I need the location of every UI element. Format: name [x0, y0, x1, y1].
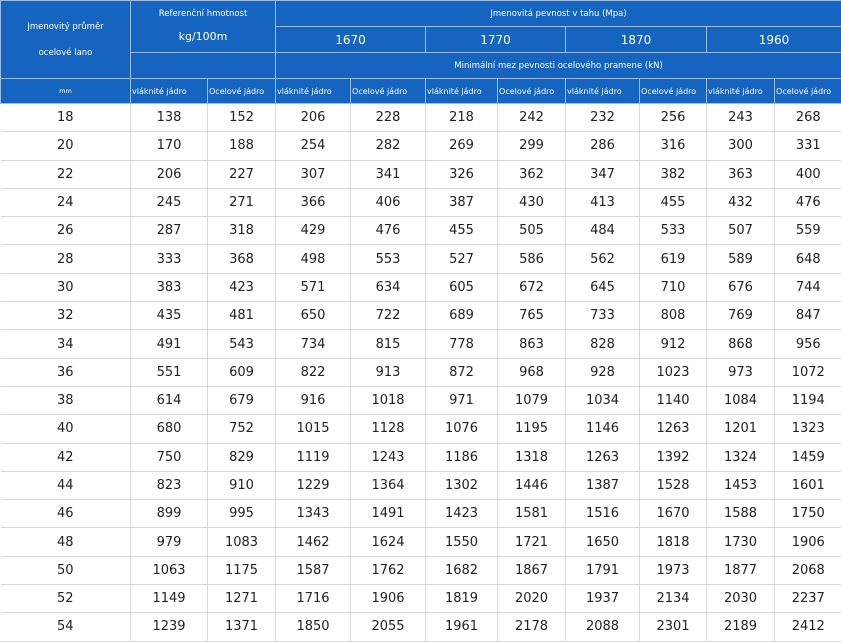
load-fiber-core-cell: 1387	[566, 471, 640, 499]
diameter-cell: 46	[1, 500, 131, 528]
load-steel-core-cell: 808	[640, 302, 707, 330]
load-fiber-core-cell: 2189	[707, 613, 775, 641]
load-fiber-core-cell: 1937	[566, 585, 640, 613]
load-fiber-core-cell: 432	[707, 188, 775, 216]
diameter-cell: 28	[1, 245, 131, 273]
load-fiber-core-cell: 1791	[566, 556, 640, 584]
load-steel-core-cell: 1364	[351, 471, 426, 499]
load-steel-core-cell: 912	[640, 330, 707, 358]
load-steel-core-cell: 1072	[775, 358, 841, 386]
mass-fiber-core-cell: 1239	[131, 613, 208, 641]
mass-spacer	[131, 53, 276, 79]
load-steel-core-cell: 863	[498, 330, 566, 358]
load-fiber-core-cell: 387	[426, 188, 498, 216]
table-row	[1, 302, 841, 330]
load-fiber-core-cell: 1850	[276, 613, 351, 641]
mass-header	[131, 1, 276, 53]
mass-steel-core-cell: 152	[208, 104, 276, 132]
load-fiber-core-cell: 916	[276, 386, 351, 414]
mass-fiber-core-cell: 206	[131, 160, 208, 188]
load-steel-core-cell: 847	[775, 302, 841, 330]
load-fiber-core-cell: 769	[707, 302, 775, 330]
diameter-header	[1, 1, 131, 79]
mass-fiber-core-cell: 899	[131, 500, 208, 528]
load-steel-core-cell: 1195	[498, 415, 566, 443]
mass-steel-core-cell: 423	[208, 273, 276, 301]
load-fiber-core-cell: 645	[566, 273, 640, 301]
load-fiber-core-cell: 1550	[426, 528, 498, 556]
load-fiber-core-cell: 828	[566, 330, 640, 358]
load-steel-core-cell: 765	[498, 302, 566, 330]
load-fiber-core-cell: 1516	[566, 500, 640, 528]
load-fiber-core-cell: 1324	[707, 443, 775, 471]
mass-fiber-core-cell: 170	[131, 132, 208, 160]
load-fiber-core-cell: 589	[707, 245, 775, 273]
load-steel-core-cell: 1906	[775, 528, 841, 556]
load-fiber-core-cell: 498	[276, 245, 351, 273]
diameter-title-line1: Jmenovitý průměr	[1, 14, 130, 40]
load-steel-core-cell: 1128	[351, 415, 426, 443]
load-fiber-core-cell: 562	[566, 245, 640, 273]
table-body	[1, 104, 841, 642]
load-steel-core-cell: 1318	[498, 443, 566, 471]
table-row	[1, 330, 841, 358]
load-fiber-core-cell: 2088	[566, 613, 640, 641]
table-row	[1, 386, 841, 414]
mass-steel-core-cell: 481	[208, 302, 276, 330]
mass-steel-core-cell: 752	[208, 415, 276, 443]
load-fiber-core-cell: 928	[566, 358, 640, 386]
load-fiber-core-cell: 689	[426, 302, 498, 330]
mass-steel-core-cell: 1175	[208, 556, 276, 584]
load-fiber-core-cell: 1682	[426, 556, 498, 584]
load-steel-core-cell: 1867	[498, 556, 566, 584]
load-fiber-core-cell: 1343	[276, 500, 351, 528]
load-steel-core-cell: 2068	[775, 556, 841, 584]
load-steel-core-cell: 533	[640, 217, 707, 245]
load-steel-core-cell: 1140	[640, 386, 707, 414]
sub-column-fiber-core: vláknité jádro	[131, 79, 208, 104]
strength-grade-1770: 1770	[426, 27, 566, 53]
table-row	[1, 273, 841, 301]
load-fiber-core-cell: 1302	[426, 471, 498, 499]
load-steel-core-cell: 476	[351, 217, 426, 245]
diameter-cell: 24	[1, 188, 131, 216]
load-steel-core-cell: 362	[498, 160, 566, 188]
mass-steel-core-cell: 1371	[208, 613, 276, 641]
sub-column-steel-core: Ocelové jádro	[351, 79, 426, 104]
load-fiber-core-cell: 413	[566, 188, 640, 216]
load-fiber-core-cell: 455	[426, 217, 498, 245]
mass-steel-core-cell: 1271	[208, 585, 276, 613]
load-fiber-core-cell: 1423	[426, 500, 498, 528]
diameter-cell: 50	[1, 556, 131, 584]
load-fiber-core-cell: 527	[426, 245, 498, 273]
load-steel-core-cell: 1624	[351, 528, 426, 556]
load-fiber-core-cell: 605	[426, 273, 498, 301]
mass-fiber-core-cell: 138	[131, 104, 208, 132]
load-fiber-core-cell: 1588	[707, 500, 775, 528]
load-steel-core-cell: 2020	[498, 585, 566, 613]
load-steel-core-cell: 341	[351, 160, 426, 188]
load-fiber-core-cell: 1034	[566, 386, 640, 414]
mass-fiber-core-cell: 1063	[131, 556, 208, 584]
load-fiber-core-cell: 1084	[707, 386, 775, 414]
load-steel-core-cell: 505	[498, 217, 566, 245]
load-steel-core-cell: 553	[351, 245, 426, 273]
sub-column-fiber-core: vláknité jádro	[566, 79, 640, 104]
load-fiber-core-cell: 366	[276, 188, 351, 216]
mass-steel-core-cell: 609	[208, 358, 276, 386]
load-steel-core-cell: 1670	[640, 500, 707, 528]
load-steel-core-cell: 1018	[351, 386, 426, 414]
load-fiber-core-cell: 1877	[707, 556, 775, 584]
sub-column-steel-core: Ocelové jádro	[775, 79, 841, 104]
load-steel-core-cell: 316	[640, 132, 707, 160]
mass-steel-core-cell: 829	[208, 443, 276, 471]
load-fiber-core-cell: 269	[426, 132, 498, 160]
load-steel-core-cell: 722	[351, 302, 426, 330]
load-steel-core-cell: 619	[640, 245, 707, 273]
mass-fiber-core-cell: 333	[131, 245, 208, 273]
diameter-cell: 32	[1, 302, 131, 330]
load-steel-core-cell: 382	[640, 160, 707, 188]
load-fiber-core-cell: 733	[566, 302, 640, 330]
mass-fiber-core-cell: 245	[131, 188, 208, 216]
mass-fiber-core-cell: 551	[131, 358, 208, 386]
sub-column-fiber-core: vláknité jádro	[276, 79, 351, 104]
load-steel-core-cell: 1459	[775, 443, 841, 471]
load-steel-core-cell: 331	[775, 132, 841, 160]
diameter-cell: 34	[1, 330, 131, 358]
table-row	[1, 188, 841, 216]
load-steel-core-cell: 956	[775, 330, 841, 358]
mass-fiber-core-cell: 287	[131, 217, 208, 245]
load-steel-core-cell: 1906	[351, 585, 426, 613]
load-steel-core-cell: 400	[775, 160, 841, 188]
sub-column-fiber-core: vláknité jádro	[707, 79, 775, 104]
load-steel-core-cell: 406	[351, 188, 426, 216]
mass-unit: kg/100m	[131, 24, 275, 50]
mass-fiber-core-cell: 680	[131, 415, 208, 443]
load-steel-core-cell: 1079	[498, 386, 566, 414]
load-steel-core-cell: 2178	[498, 613, 566, 641]
load-fiber-core-cell: 429	[276, 217, 351, 245]
load-fiber-core-cell: 1201	[707, 415, 775, 443]
table-row	[1, 528, 841, 556]
load-fiber-core-cell: 300	[707, 132, 775, 160]
load-steel-core-cell: 913	[351, 358, 426, 386]
mass-steel-core-cell: 910	[208, 471, 276, 499]
load-steel-core-cell: 242	[498, 104, 566, 132]
load-fiber-core-cell: 734	[276, 330, 351, 358]
diameter-cell: 40	[1, 415, 131, 443]
load-fiber-core-cell: 206	[276, 104, 351, 132]
load-steel-core-cell: 1721	[498, 528, 566, 556]
strength-title: Jmenovitá pevnost v tahu (Mpa)	[276, 1, 841, 27]
load-steel-core-cell: 268	[775, 104, 841, 132]
load-fiber-core-cell: 1186	[426, 443, 498, 471]
load-steel-core-cell: 1446	[498, 471, 566, 499]
load-fiber-core-cell: 1462	[276, 528, 351, 556]
load-fiber-core-cell: 326	[426, 160, 498, 188]
load-fiber-core-cell: 650	[276, 302, 351, 330]
load-steel-core-cell: 815	[351, 330, 426, 358]
mass-steel-core-cell: 679	[208, 386, 276, 414]
load-fiber-core-cell: 868	[707, 330, 775, 358]
table-row	[1, 217, 841, 245]
load-steel-core-cell: 1818	[640, 528, 707, 556]
table-row	[1, 585, 841, 613]
mass-title: Referenční hmotnost	[131, 4, 275, 24]
mass-steel-core-cell: 271	[208, 188, 276, 216]
load-fiber-core-cell: 243	[707, 104, 775, 132]
load-fiber-core-cell: 1819	[426, 585, 498, 613]
mass-steel-core-cell: 368	[208, 245, 276, 273]
load-fiber-core-cell: 1015	[276, 415, 351, 443]
load-fiber-core-cell: 1119	[276, 443, 351, 471]
mass-steel-core-cell: 227	[208, 160, 276, 188]
load-steel-core-cell: 476	[775, 188, 841, 216]
mass-steel-core-cell: 1083	[208, 528, 276, 556]
min-load-title: Minimální mez pevnosti ocelového pramene (kN)	[276, 53, 841, 79]
load-fiber-core-cell: 973	[707, 358, 775, 386]
load-steel-core-cell: 228	[351, 104, 426, 132]
load-steel-core-cell: 559	[775, 217, 841, 245]
mass-fiber-core-cell: 979	[131, 528, 208, 556]
strength-grade-1960: 1960	[707, 27, 841, 53]
diameter-cell: 26	[1, 217, 131, 245]
load-steel-core-cell: 634	[351, 273, 426, 301]
table-row	[1, 613, 841, 641]
diameter-cell: 22	[1, 160, 131, 188]
load-fiber-core-cell: 778	[426, 330, 498, 358]
load-fiber-core-cell: 1263	[566, 443, 640, 471]
load-steel-core-cell: 2237	[775, 585, 841, 613]
table-row	[1, 245, 841, 273]
mass-fiber-core-cell: 614	[131, 386, 208, 414]
load-fiber-core-cell: 286	[566, 132, 640, 160]
load-fiber-core-cell: 254	[276, 132, 351, 160]
load-fiber-core-cell: 1229	[276, 471, 351, 499]
load-fiber-core-cell: 971	[426, 386, 498, 414]
table-row	[1, 443, 841, 471]
load-steel-core-cell: 710	[640, 273, 707, 301]
load-fiber-core-cell: 676	[707, 273, 775, 301]
diameter-cell: 44	[1, 471, 131, 499]
mass-fiber-core-cell: 1149	[131, 585, 208, 613]
diameter-unit: mm	[1, 80, 130, 102]
load-fiber-core-cell: 1730	[707, 528, 775, 556]
mass-steel-core-cell: 318	[208, 217, 276, 245]
sub-column-fiber-core: vláknité jádro	[426, 79, 498, 104]
load-fiber-core-cell: 347	[566, 160, 640, 188]
load-steel-core-cell: 430	[498, 188, 566, 216]
diameter-cell: 36	[1, 358, 131, 386]
load-steel-core-cell: 1528	[640, 471, 707, 499]
load-steel-core-cell: 2055	[351, 613, 426, 641]
table-row	[1, 160, 841, 188]
mass-fiber-core-cell: 491	[131, 330, 208, 358]
load-fiber-core-cell: 1146	[566, 415, 640, 443]
load-steel-core-cell: 282	[351, 132, 426, 160]
load-fiber-core-cell: 1650	[566, 528, 640, 556]
diameter-title-line2: ocelové lano	[1, 40, 130, 66]
mass-fiber-core-cell: 435	[131, 302, 208, 330]
load-steel-core-cell: 648	[775, 245, 841, 273]
load-steel-core-cell: 1750	[775, 500, 841, 528]
load-fiber-core-cell: 1453	[707, 471, 775, 499]
diameter-cell: 18	[1, 104, 131, 132]
table-header	[1, 1, 841, 104]
diameter-cell: 20	[1, 132, 131, 160]
sub-column-steel-core: Ocelové jádro	[208, 79, 276, 104]
load-steel-core-cell: 1762	[351, 556, 426, 584]
strength-grade-1670: 1670	[276, 27, 426, 53]
load-fiber-core-cell: 1587	[276, 556, 351, 584]
diameter-cell: 48	[1, 528, 131, 556]
diameter-cell: 30	[1, 273, 131, 301]
load-fiber-core-cell: 232	[566, 104, 640, 132]
load-fiber-core-cell: 872	[426, 358, 498, 386]
table-row	[1, 358, 841, 386]
mass-steel-core-cell: 543	[208, 330, 276, 358]
diameter-cell: 42	[1, 443, 131, 471]
load-fiber-core-cell: 571	[276, 273, 351, 301]
table-row	[1, 415, 841, 443]
load-steel-core-cell: 1194	[775, 386, 841, 414]
mass-steel-core-cell: 995	[208, 500, 276, 528]
load-steel-core-cell: 1392	[640, 443, 707, 471]
load-steel-core-cell: 1491	[351, 500, 426, 528]
load-fiber-core-cell: 1961	[426, 613, 498, 641]
load-steel-core-cell: 744	[775, 273, 841, 301]
load-steel-core-cell: 2301	[640, 613, 707, 641]
load-steel-core-cell: 1581	[498, 500, 566, 528]
load-fiber-core-cell: 218	[426, 104, 498, 132]
mass-fiber-core-cell: 750	[131, 443, 208, 471]
load-steel-core-cell: 672	[498, 273, 566, 301]
mass-fiber-core-cell: 823	[131, 471, 208, 499]
load-fiber-core-cell: 2030	[707, 585, 775, 613]
load-fiber-core-cell: 484	[566, 217, 640, 245]
load-fiber-core-cell: 1076	[426, 415, 498, 443]
table-row	[1, 556, 841, 584]
load-steel-core-cell: 455	[640, 188, 707, 216]
load-steel-core-cell: 299	[498, 132, 566, 160]
load-steel-core-cell: 1263	[640, 415, 707, 443]
table-row	[1, 471, 841, 499]
table-row	[1, 104, 841, 132]
mass-steel-core-cell: 188	[208, 132, 276, 160]
load-steel-core-cell: 586	[498, 245, 566, 273]
load-fiber-core-cell: 307	[276, 160, 351, 188]
load-steel-core-cell: 256	[640, 104, 707, 132]
load-steel-core-cell: 1243	[351, 443, 426, 471]
sub-column-steel-core: Ocelové jádro	[640, 79, 707, 104]
load-steel-core-cell: 968	[498, 358, 566, 386]
load-fiber-core-cell: 363	[707, 160, 775, 188]
diameter-cell: 54	[1, 613, 131, 641]
table-row	[1, 132, 841, 160]
load-steel-core-cell: 2134	[640, 585, 707, 613]
strength-grade-1870: 1870	[566, 27, 707, 53]
mass-fiber-core-cell: 383	[131, 273, 208, 301]
load-fiber-core-cell: 507	[707, 217, 775, 245]
load-fiber-core-cell: 1716	[276, 585, 351, 613]
sub-column-steel-core: Ocelové jádro	[498, 79, 566, 104]
load-steel-core-cell: 2412	[775, 613, 841, 641]
diameter-cell: 38	[1, 386, 131, 414]
diameter-cell: 52	[1, 585, 131, 613]
load-steel-core-cell: 1973	[640, 556, 707, 584]
load-steel-core-cell: 1323	[775, 415, 841, 443]
load-fiber-core-cell: 822	[276, 358, 351, 386]
load-steel-core-cell: 1023	[640, 358, 707, 386]
diameter-unit-cell	[1, 79, 131, 104]
table-row	[1, 500, 841, 528]
load-steel-core-cell: 1601	[775, 471, 841, 499]
